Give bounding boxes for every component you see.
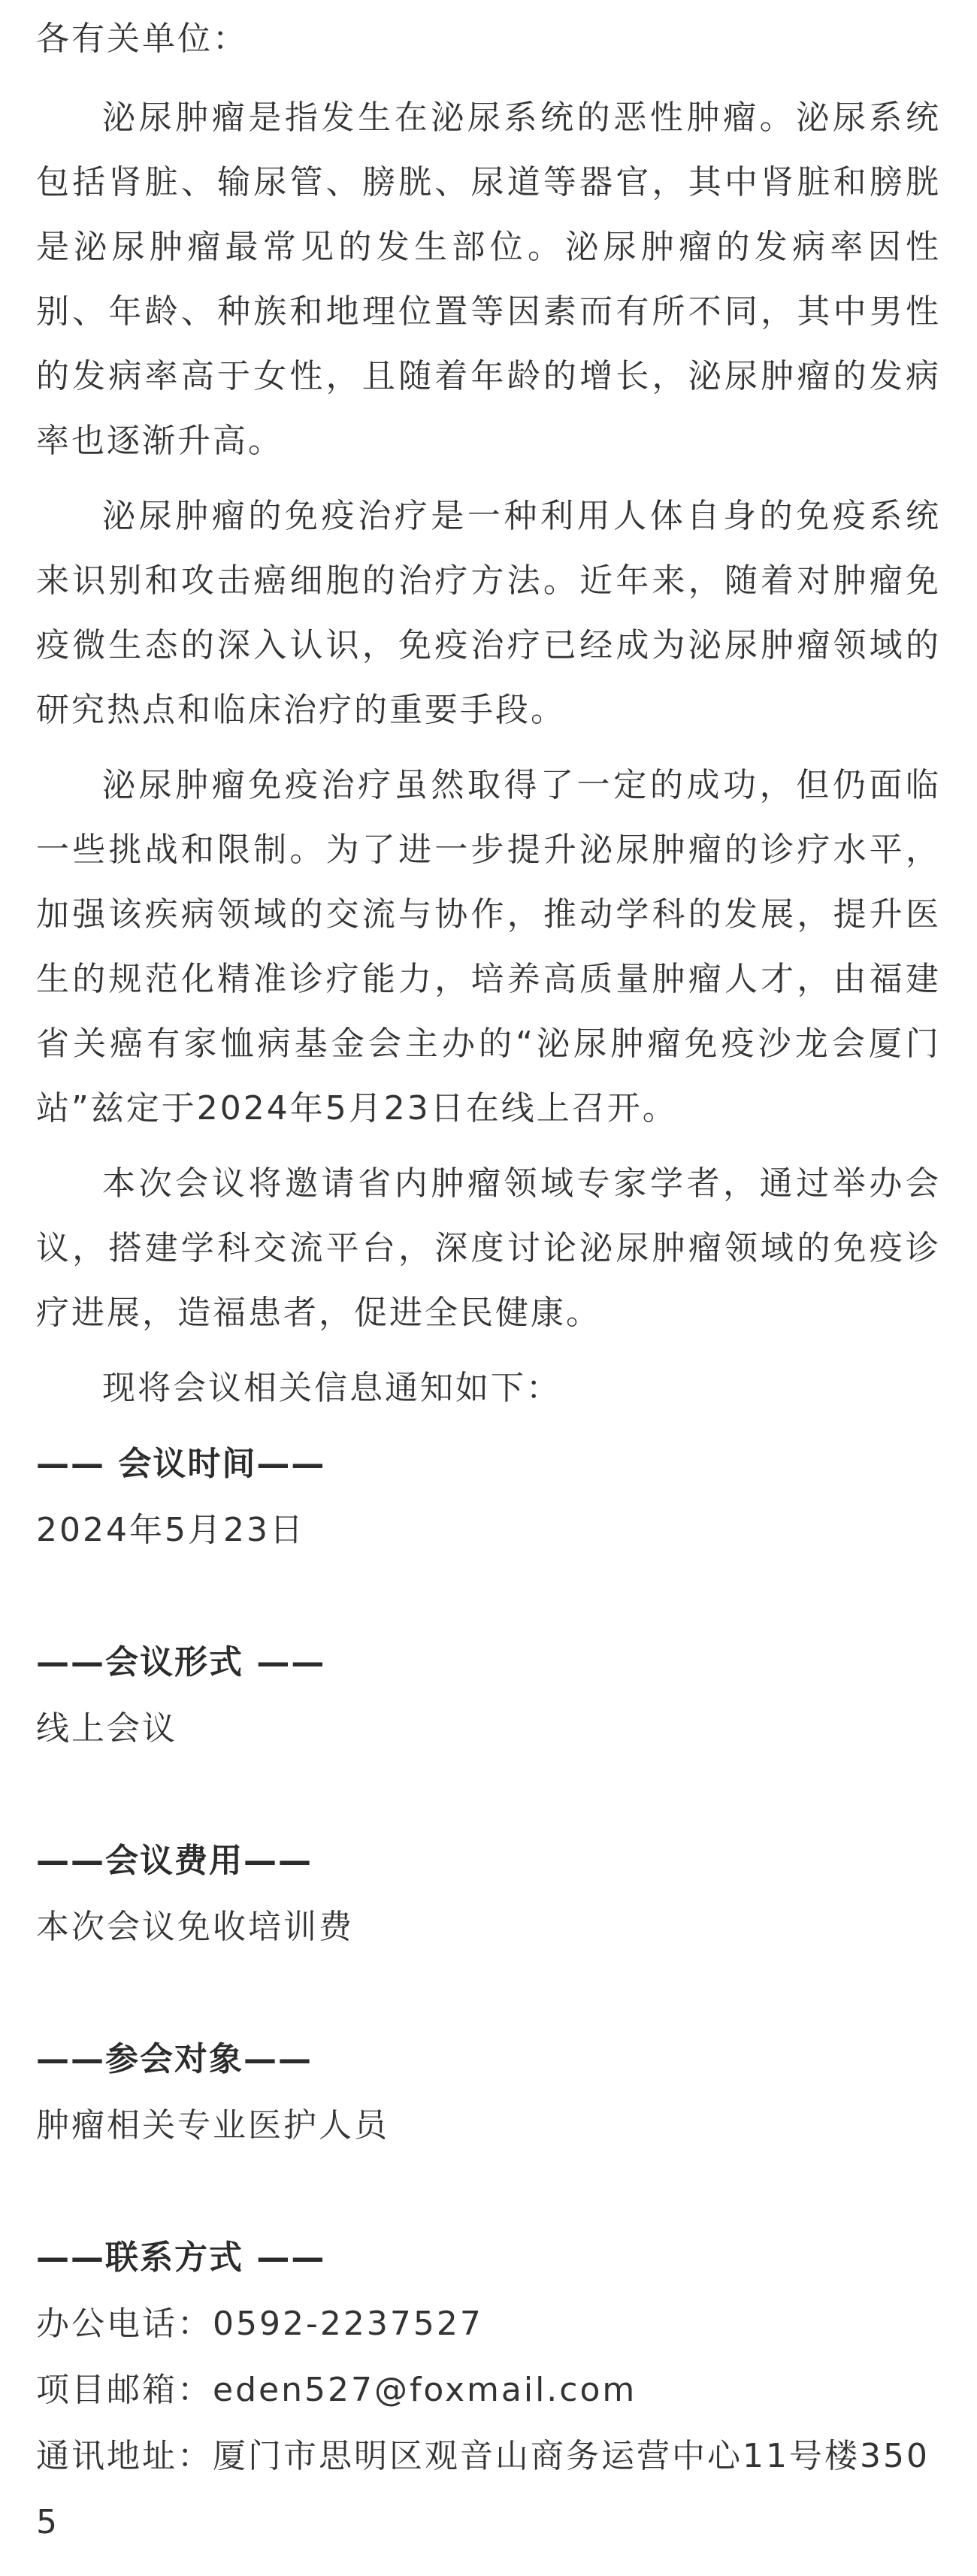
paragraph-challenges: 泌尿肿瘤免疫治疗虽然取得了一定的成功，但仍面临一些挑战和限制。为了进一步提升泌尿肿瘤的诊疗水平，加强该疾病领域的交流与协作，推动学科的发展，提升医生的规范化精准诊疗能力，培养高质量肿瘤人才，由福建省关癌有家恤病基金会主办的“泌尿肿瘤免疫沙龙会厦门站”兹定于2024年5月23日在线上召开。: [36, 766, 941, 1128]
meeting-format: 线上会议: [36, 1709, 177, 1748]
paragraph-intro: 泌尿肿瘤是指发生在泌尿系统的恶性肿瘤。泌尿系统包括肾脏、输尿管、膀胱、尿道等器官，其中肾脏和膀胱是泌尿肿瘤最常见的发生部位。泌尿肿瘤的发病率因性别、年龄、种族和地理位置等因素而有所不同，其中男性的发病率高于女性，且随着年龄的增长，泌尿肿瘤的发病率也逐渐升高。: [36, 98, 941, 460]
section-spacer: [36, 2159, 941, 2225]
contact-phone: 办公电话：0592-2237527: [36, 2305, 483, 2343]
section-time: [36, 1431, 941, 1563]
section-spacer: [36, 1563, 941, 1630]
section-heading-contact: ——联系方式 ——: [36, 2238, 326, 2277]
salutation: 各有关单位：: [36, 20, 248, 58]
contact-email: 项目邮箱：eden527@foxmail.com: [36, 2371, 637, 2409]
meeting-audience: 肿瘤相关专业医护人员: [36, 2106, 389, 2145]
section-contact: [36, 2225, 941, 2556]
section-format: [36, 1630, 941, 1762]
section-heading-format: ——会议形式 ——: [36, 1643, 326, 1682]
paragraph-purpose: 本次会议将邀请省内肿瘤领域专家学者，通过举办会议，搭建学科交流平台，深度讨论泌尿肿瘤领域的免疫诊疗进展，造福患者，促进全民健康。: [36, 1164, 941, 1332]
meeting-fee: 本次会议免收培训费: [36, 1908, 354, 1946]
section-spacer: [36, 1762, 941, 1828]
notice-intro: 现将会议相关信息通知如下：: [102, 1369, 561, 1407]
paragraph-immunotherapy: 泌尿肿瘤的免疫治疗是一种利用人体自身的免疫系统来识别和攻击癌细胞的治疗方法。近年来，随着对肿瘤免疫微生态的深入认识，免疫治疗已经成为泌尿肿瘤领域的研究热点和临床治疗的重要手段。: [36, 497, 941, 729]
section-heading-time: —— 会议时间——: [36, 1445, 326, 1483]
contact-address: 通讯地址：厦门市思明区观音山商务运营中心11号楼3505: [36, 2437, 930, 2541]
section-fee: [36, 1828, 941, 1960]
section-heading-audience: ——参会对象——: [36, 2040, 313, 2078]
section-heading-fee: ——会议费用——: [36, 1842, 313, 1880]
meeting-date: 2024年5月23日: [36, 1511, 305, 1549]
section-spacer: [36, 1960, 941, 2027]
section-audience: [36, 2027, 941, 2159]
